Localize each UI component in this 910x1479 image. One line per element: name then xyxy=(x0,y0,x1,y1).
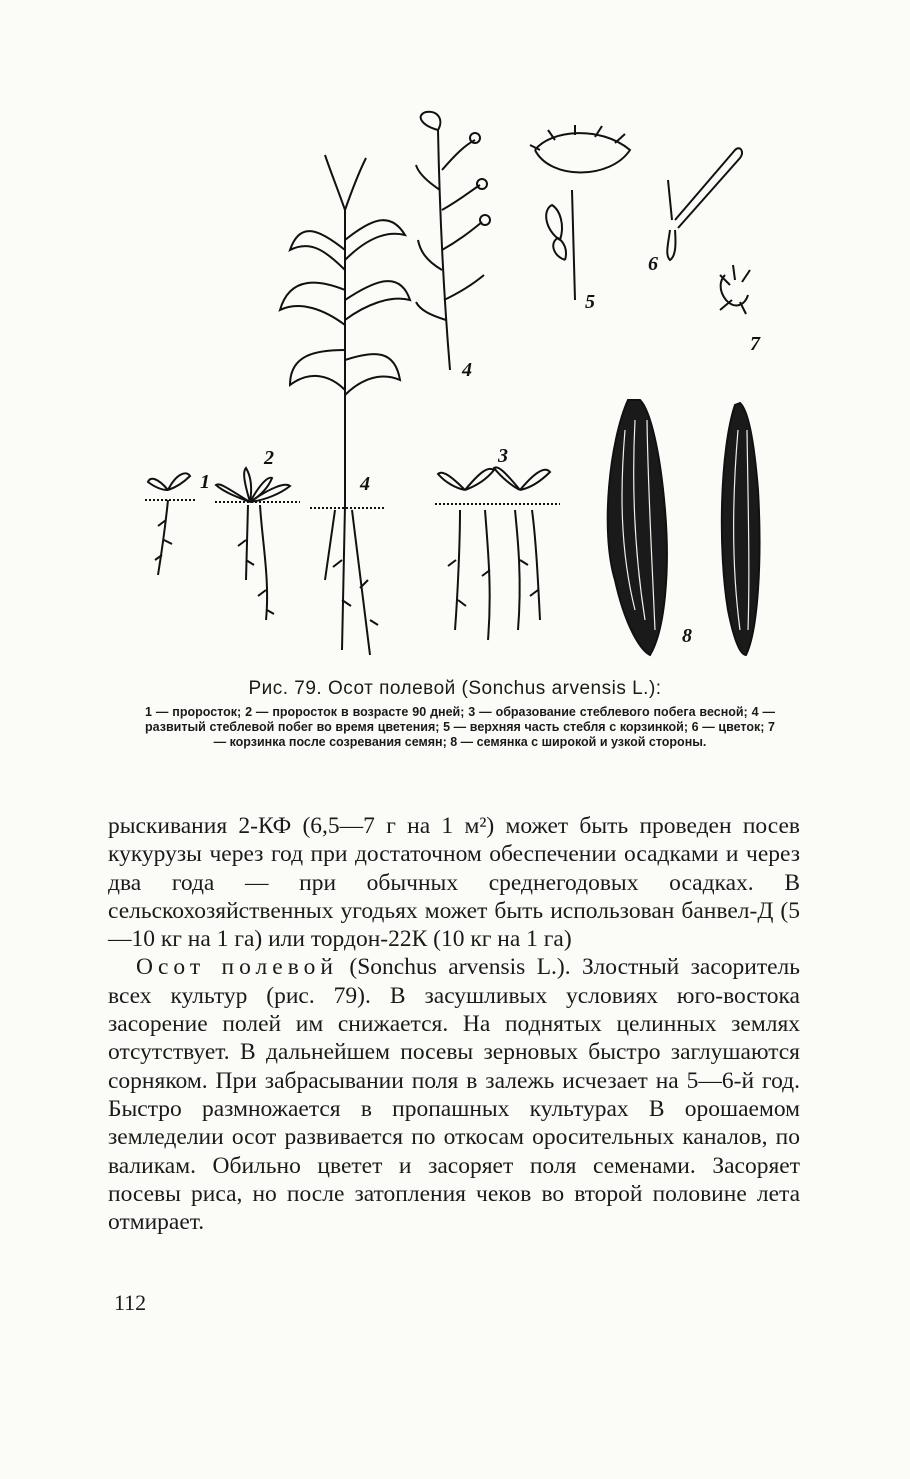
label-8: 8 xyxy=(682,625,692,647)
soil-line xyxy=(145,500,560,508)
page-number: 112 xyxy=(114,1290,147,1315)
flowering-branch-plant-4 xyxy=(416,112,490,370)
figure-caption-body: 1 — проросток; 2 — проросток в возрасте 90 дней; 3 — образование стеблевого побега весной; 4 — развитый стеблевой побег во время цветения; 5 — верхняя часть стебля с корзинкой; 6 — цветок; 7 — корзинка после созревания семян; 8 — семянка с широкой и узкой стороны. xyxy=(145,705,775,749)
label-6: 6 xyxy=(648,253,658,275)
body-text xyxy=(108,812,800,1236)
figure-caption-title: Рис. 79. Осот полевой (Sonchus arvensis L.): xyxy=(248,678,662,699)
term-sonchus: Осот полевой xyxy=(136,954,338,981)
spring-shoot-plant-3 xyxy=(438,467,550,640)
flower-head-5 xyxy=(530,125,630,300)
seedling-plant-1 xyxy=(148,473,190,575)
label-2: 2 xyxy=(264,447,274,469)
floret-6 xyxy=(667,148,742,260)
seedling-plant-2 xyxy=(216,468,290,620)
label-4a: 4 xyxy=(360,473,370,495)
paragraph-1: рыскивания 2-КФ (6,5—7 г на 1 м²) может быть проведен посев кукурузы через год при достаточном обеспечении осадками и через два года — при обычных среднегодовых осадках. В сельскохозяйственных угодьях может быть использован банвел-Д (5—10 кг на 1 га) или тордон-22К (10 кг на 1 га) xyxy=(108,813,800,953)
botanical-illustration xyxy=(120,110,800,670)
label-5: 5 xyxy=(585,291,595,313)
figure-sonchus-arvensis xyxy=(120,110,800,670)
developed-stem-plant-4 xyxy=(280,155,410,655)
label-3: 3 xyxy=(498,445,508,467)
label-4b: 4 xyxy=(462,359,472,381)
label-1: 1 xyxy=(200,471,210,493)
paragraph-2 xyxy=(108,953,800,1236)
label-7: 7 xyxy=(750,333,760,355)
seed-head-7 xyxy=(720,265,750,314)
paragraph-2-text: (Sonchus arvensis L.). Злостный засоритель всех культур (рис. 79). В засушливых условиях юго-востока засорение полей им снижается. На поднятых целинных землях отсутствует. В дальнейшем посевы зерновых быстро заглушаются сорняком. При забрасывании поля в залежь исчезает на 5—6-й год. Быстро размножается в пропашных культурах В орошаемом земледелии осот развивается по откосам оросительных каналов, по валикам. Обильно цветет и засоряет поля семенами. Засоряет посевы риса, но после затопления чеков во второй половине лета отмирает. xyxy=(108,954,800,1236)
